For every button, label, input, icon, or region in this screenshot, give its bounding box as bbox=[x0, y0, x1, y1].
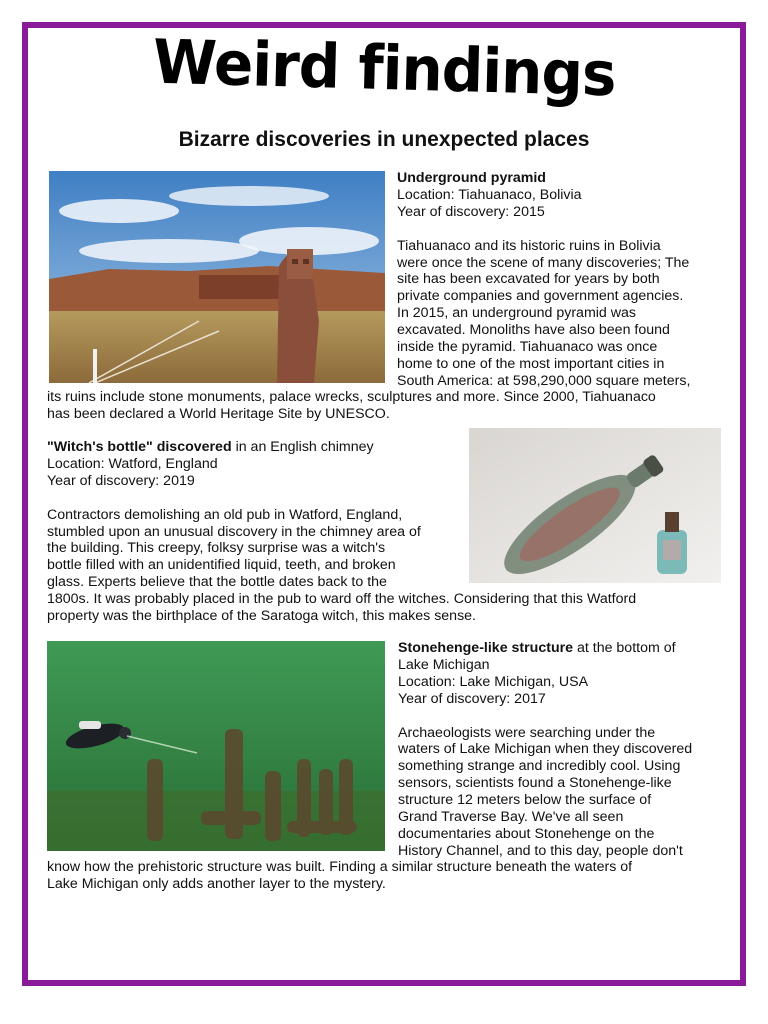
pyramid-photo bbox=[49, 171, 385, 383]
text-line: home to one of the most important cities in bbox=[397, 355, 665, 372]
article-stonehenge-full-text bbox=[47, 859, 632, 893]
text-line: Year of discovery: 2019 bbox=[47, 472, 195, 489]
text-line: South America: at 598,290,000 square meters, bbox=[397, 372, 691, 389]
text-line: Tiahuanaco and its historic ruins in Bolivia bbox=[397, 237, 661, 254]
text-line: the building. This creepy, folksy surprise was a witch's bbox=[47, 540, 386, 557]
text-line: waters of Lake Michigan when they discovered bbox=[398, 741, 693, 758]
text-line: sensors, scientists found a Stonehenge-like bbox=[398, 775, 672, 792]
article-pyramid-side-text bbox=[397, 170, 690, 390]
text-line: were once the scene of many discoveries; The bbox=[397, 254, 690, 271]
text-line: In 2015, an underground pyramid was bbox=[397, 305, 636, 322]
article-stonehenge-side-text bbox=[398, 640, 692, 860]
page-title bbox=[0, 25, 768, 111]
text-line: stumbled upon an unusual discovery in the chimney area of bbox=[47, 523, 421, 540]
text-line: something strange and incredibly cool. Using bbox=[398, 758, 681, 775]
text-line: property was the birthplace of the Saratoga witch, this makes sense. bbox=[47, 607, 476, 624]
text-line: excavated. Monoliths have also been found bbox=[397, 322, 670, 339]
text-line: its ruins include stone monuments, palace wrecks, sculptures and more. Since 2000, Tiahuanaco bbox=[47, 389, 656, 405]
text-line: structure 12 meters below the surface of bbox=[398, 792, 652, 809]
text-line: glass. Experts believe that the bottle dates back to the bbox=[47, 574, 387, 591]
article-pyramid-heading: Underground pyramid bbox=[397, 170, 546, 186]
text-line: 1800s. It was probably placed in the pub to ward off the witches. Considering that this Watford bbox=[47, 591, 637, 607]
page-subtitle: Bizarre discoveries in unexpected places bbox=[178, 128, 590, 151]
text-line: Grand Traverse Bay. We've all seen bbox=[398, 809, 624, 826]
article-witch-heading-rest: in an English chimney bbox=[231, 439, 374, 455]
witch-bottle-photo bbox=[469, 428, 721, 583]
text-line: Year of discovery: 2015 bbox=[397, 203, 545, 220]
text-line: private companies and government agencies. bbox=[397, 288, 684, 305]
text-line: History Channel, and to this day, people don't bbox=[398, 842, 683, 859]
article-witch-full-text bbox=[47, 591, 636, 625]
text-line: know how the prehistoric structure was built. Finding a similar structure beneath the waters of bbox=[47, 859, 633, 875]
text-line: site has been excavated for years by both bbox=[397, 271, 660, 288]
text-line: Location: Lake Michigan, USA bbox=[398, 673, 589, 690]
text-line: Lake Michigan bbox=[398, 656, 490, 673]
article-stonehenge-heading-rest: at the bottom of bbox=[573, 640, 676, 656]
text-line: Contractors demolishing an old pub in Watford, England, bbox=[47, 506, 403, 523]
page-title-text: Weird findings bbox=[151, 25, 617, 111]
lake-michigan-photo bbox=[47, 641, 385, 851]
text-line: Lake Michigan only adds another layer to the mystery. bbox=[47, 875, 386, 892]
text-line: has been declared a World Heritage Site by UNESCO. bbox=[47, 405, 390, 422]
article-witch-heading: "Witch's bottle" discovered bbox=[47, 439, 232, 455]
text-line: Location: Watford, England bbox=[47, 455, 218, 472]
text-line: inside the pyramid. Tiahuanaco was once bbox=[397, 339, 658, 356]
text-line: bottle filled with an unidentified liquid, teeth, and broken bbox=[47, 557, 396, 574]
article-pyramid-full-text bbox=[47, 389, 656, 423]
text-line: Year of discovery: 2017 bbox=[398, 690, 546, 707]
text-line: Location: Tiahuanaco, Bolivia bbox=[397, 186, 582, 203]
text-line: Archaeologists were searching under the bbox=[398, 724, 656, 741]
text-line: documentaries about Stonehenge on the bbox=[398, 825, 655, 842]
article-witch-side-text bbox=[47, 439, 421, 591]
article-stonehenge-heading: Stonehenge-like structure bbox=[398, 640, 574, 656]
